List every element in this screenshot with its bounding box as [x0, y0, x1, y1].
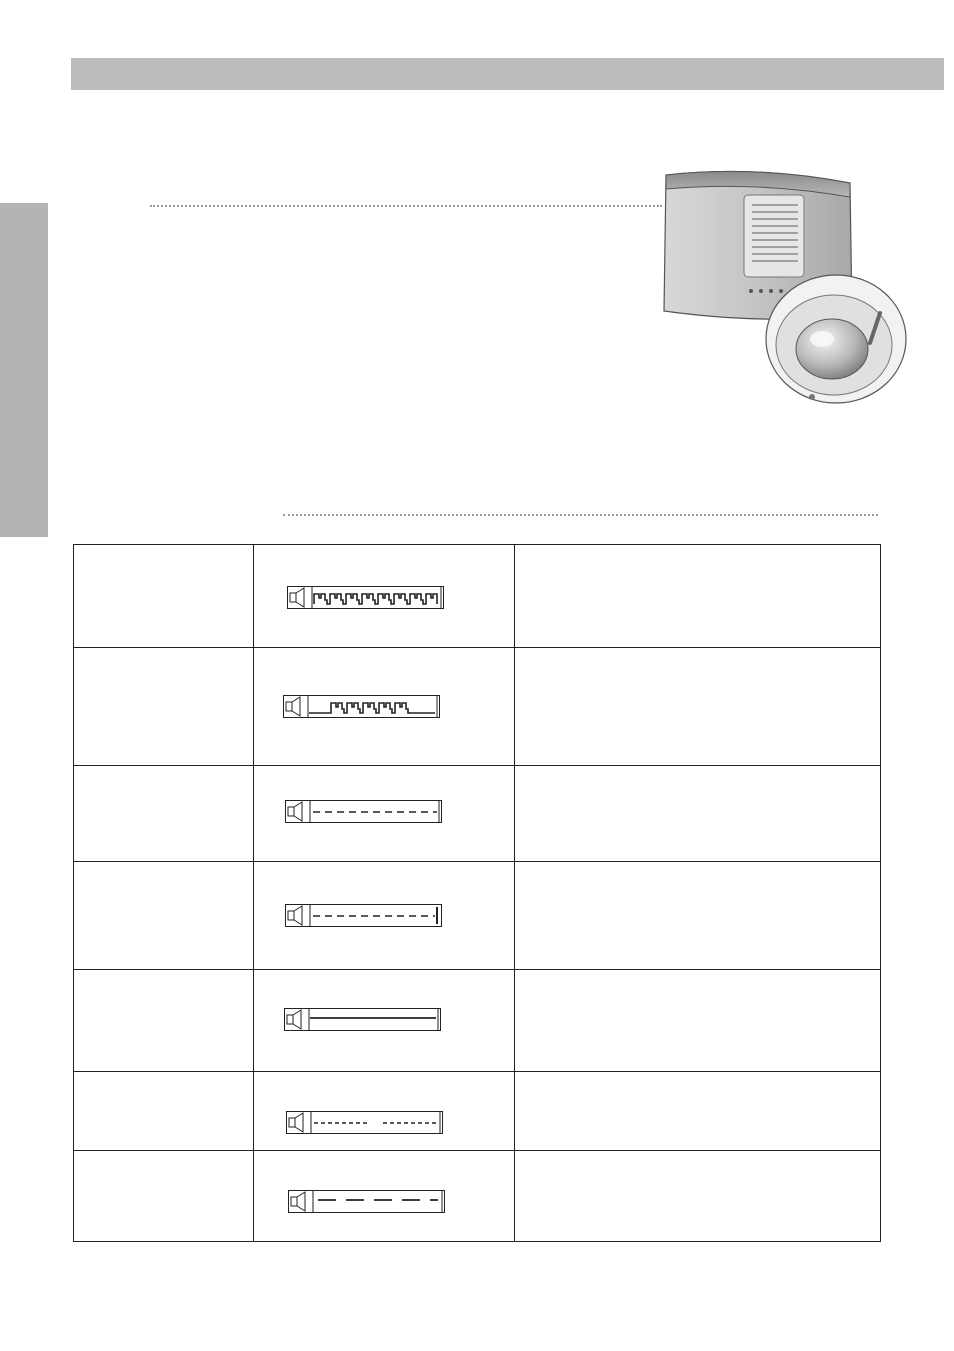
table-column-divider [514, 545, 515, 1241]
table-row-divider [74, 861, 880, 862]
table-row-divider [74, 1150, 880, 1151]
sound-pattern-short-dashes-end-icon [285, 904, 445, 928]
dotted-divider-table [283, 514, 878, 516]
sound-pattern-continuous-icon [284, 1008, 444, 1032]
table-column-divider [253, 545, 254, 1241]
sound-patterns-table [73, 544, 881, 1242]
dotted-divider-top [150, 205, 662, 207]
table-row-divider [74, 1071, 880, 1072]
side-chapter-tab [0, 203, 48, 537]
sound-pattern-dashes-with-pause-icon [286, 1111, 446, 1135]
sound-pattern-short-dashes-icon [285, 800, 445, 824]
sound-pattern-modulated-short-icon [283, 695, 443, 719]
alarm-siren-and-detector-illustration [656, 165, 912, 411]
table-row-divider [74, 969, 880, 970]
sound-pattern-modulated-long-icon [287, 586, 447, 610]
table-row-divider [74, 765, 880, 766]
sound-pattern-long-dashes-icon [288, 1190, 448, 1214]
section-header-bar [71, 58, 944, 90]
table-row-divider [74, 647, 880, 648]
